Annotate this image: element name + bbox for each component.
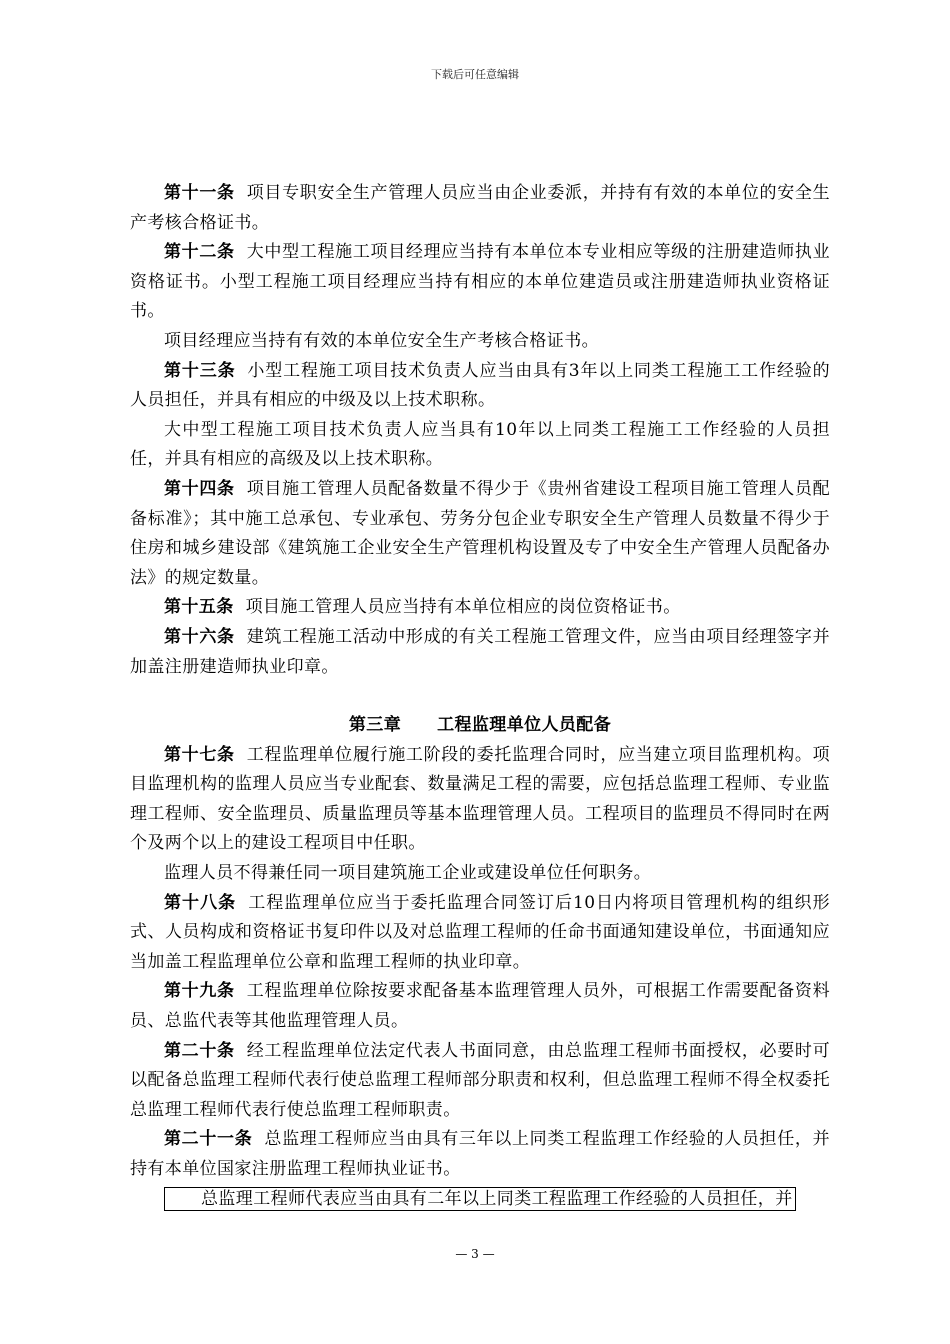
article-14 xyxy=(130,475,830,593)
article-16 xyxy=(130,623,830,682)
article-19 xyxy=(130,977,830,1036)
article-text: 建筑工程施工活动中形成的有关工程施工管理文件，应当由项目经理签字并加盖注册建造师执业印章。 xyxy=(130,626,830,677)
article-text: 项目专职安全生产管理人员应当由企业委派，并持有有效的本单位的安全生产考核合格证书。 xyxy=(130,183,830,233)
boxed-line xyxy=(130,1185,830,1215)
article-number: 第十六条 xyxy=(164,626,235,647)
article-text: 小型工程施工项目技术负责人应当由具有3年以上同类工程施工工作经验的人员担任，并具有相应的中级及以上技术职称。 xyxy=(130,360,830,411)
chapter-title: 工程监理单位人员配备 xyxy=(437,715,612,736)
article-text: 工程监理单位应当于委托监理合同签订后10日内将项目管理机构的组织形式、人员构成和资格证书复印件以及对总监理工程师的任命书面通知建设单位，书面通知应当加盖工程监理单位公章和监理工程师的执业印章。 xyxy=(130,892,830,972)
document-body xyxy=(130,179,830,1214)
chapter-heading xyxy=(130,711,830,741)
article-text: 工程监理单位履行施工阶段的委托监理合同时，应当建立项目监理机构。项目监理机构的监理人员应当专业配套、数量满足工程的需要，应包括总监理工程师、专业监理工程师、安全监理员、质量监理员等基本监理管理人员。工程项目的监理员不得同时在两个及两个以上的建设工程项目中任职。 xyxy=(130,744,830,854)
article-text: 工程监理单位除按要求配备基本监理管理人员外，可根据工作需要配备资料员、总监代表等其他监理管理人员。 xyxy=(130,981,830,1032)
paragraph: 监理人员不得兼任同一项目建筑施工企业或建设单位任何职务。 xyxy=(164,863,652,884)
article-number: 第十一条 xyxy=(164,183,235,203)
boxed-text: 总监理工程师代表应当由具有二年以上同类工程监理工作经验的人员担任，并 xyxy=(164,1187,796,1211)
article-12 xyxy=(130,238,830,327)
article-text: 项目施工管理人员配备数量不得少于《贵州省建设工程项目施工管理人员配备标准》；其中施工总承包、专业承包、劳务分包企业专职安全生产管理人员数量不得少于住房和城乡建设部《建筑施工企业安全生产管理机构设置及专了中安全生产管理人员配备办法》的规定数量。 xyxy=(130,478,830,588)
article-17 xyxy=(130,741,830,859)
article-text: 总监理工程师应当由具有三年以上同类工程监理工作经验的人员担任，并持有本单位国家注册监理工程师执业证书。 xyxy=(130,1129,830,1179)
article-number: 第十八条 xyxy=(164,892,237,913)
article-number: 第十五条 xyxy=(164,597,234,618)
article-18 xyxy=(130,889,830,978)
article-text: 经工程监理单位法定代表人书面同意，由总监理工程师书面授权，必要时可以配备总监理工程师代表行使总监理工程师部分职责和权利，但总监理工程师不得全权委托总监理工程师代表行使总监理工程师职责。 xyxy=(130,1040,830,1120)
article-13 xyxy=(130,357,830,416)
article-text: 大中型工程施工项目经理应当持有本单位本专业相应等级的注册建造师执业资格证书。小型工程施工项目经理应当持有相应的本单位建造员或注册建造师执业资格证书。 xyxy=(130,242,830,322)
article-21 xyxy=(130,1125,830,1184)
article-number: 第二十一条 xyxy=(164,1129,253,1150)
article-number: 第二十条 xyxy=(164,1040,235,1061)
page-header: 下载后可任意编辑 xyxy=(431,68,519,81)
chapter-number: 第三章 xyxy=(348,715,402,736)
article-20 xyxy=(130,1037,830,1126)
article-11 xyxy=(130,179,830,238)
page-number: — 3 — xyxy=(455,1247,495,1261)
article-text: 项目施工管理人员应当持有本单位相应的岗位资格证书。 xyxy=(245,597,681,618)
article-number: 第十九条 xyxy=(164,981,235,1002)
article-number: 第十二条 xyxy=(164,242,235,263)
paragraph: 项目经理应当持有有效的本单位安全生产考核合格证书。 xyxy=(164,330,599,351)
paragraph: 大中型工程施工项目技术负责人应当具有10年以上同类工程施工工作经验的人员担任，并具有相应的高级及以上技术职称。 xyxy=(130,419,830,470)
article-number: 第十三条 xyxy=(164,360,236,381)
article-number: 第十七条 xyxy=(164,744,235,765)
article-15 xyxy=(130,593,830,623)
article-number: 第十四条 xyxy=(164,478,235,499)
